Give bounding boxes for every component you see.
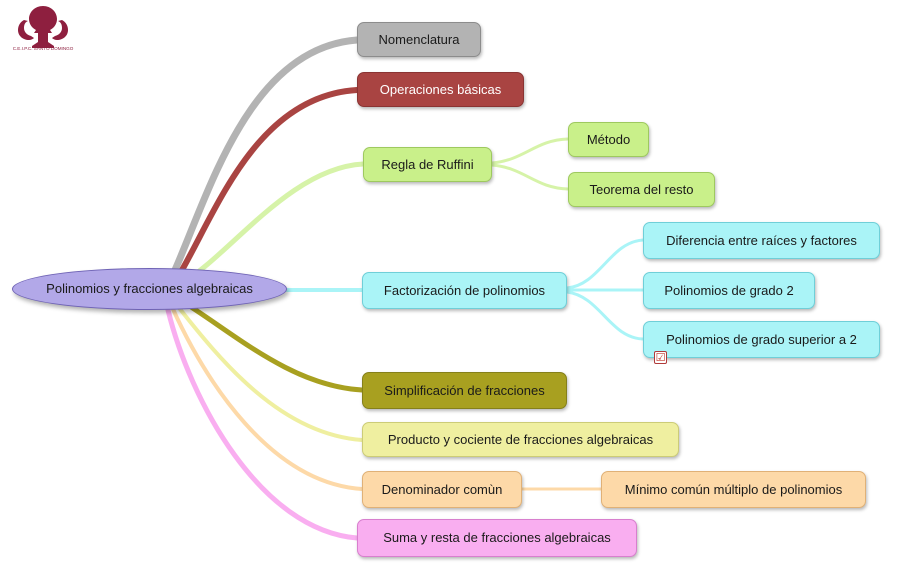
checkbox-glyph: ☑ (655, 351, 666, 364)
node-diferencia-entre-raices-y-factores[interactable] (643, 222, 880, 259)
school-crest-logo (0, 0, 86, 54)
node-polinomios-de-grado-superior-a-2[interactable] (643, 321, 880, 358)
node-label: Mínimo común múltiplo de polinomios (624, 481, 843, 497)
mindmap-root-label: Polinomios y fracciones algebraicas (46, 281, 253, 297)
node-label: Denominador comùn (381, 481, 503, 497)
node-label: Regla de Ruffini (381, 156, 474, 172)
node-factorizacion-de-polinomios[interactable] (362, 272, 567, 309)
connector-operaciones-basicas (178, 90, 357, 277)
node-suma-y-resta-de-fracciones-algebraicas[interactable] (357, 519, 637, 557)
connector-polinomios-grado-superior (567, 292, 643, 339)
node-metodo[interactable] (568, 122, 649, 157)
node-label: Factorización de polinomios (383, 282, 546, 298)
logo-caption: C.E.I.P.C. SANTO DOMINGO (12, 46, 74, 51)
checked-checkbox[interactable] (654, 351, 667, 364)
node-label: Nomenclatura (378, 31, 460, 47)
node-operaciones-basicas[interactable] (357, 72, 524, 107)
node-label: Método (586, 131, 631, 147)
node-label: Diferencia entre raíces y factores (666, 232, 857, 248)
node-label: Producto y cociente de fracciones algebraicas (387, 431, 654, 447)
node-producto-y-cociente-de-fracciones-algebraicas[interactable] (362, 422, 679, 457)
node-denominador-comun[interactable] (362, 471, 522, 508)
connector-suma-resta (168, 310, 357, 538)
connector-teorema-del-resto (492, 165, 568, 189)
node-regla-de-ruffini[interactable] (363, 147, 492, 182)
connector-metodo (492, 139, 568, 163)
node-simplificacion-de-fracciones[interactable] (362, 372, 567, 409)
node-label: Operaciones básicas (379, 81, 502, 97)
node-polinomios-de-grado-2[interactable] (643, 272, 815, 309)
connector-diferencia-raices (567, 240, 643, 288)
node-teorema-del-resto[interactable] (568, 172, 715, 207)
node-nomenclatura[interactable] (357, 22, 481, 57)
node-label: Teorema del resto (589, 181, 694, 197)
mindmap-root-node[interactable] (12, 268, 287, 310)
node-label: Polinomios de grado 2 (664, 282, 794, 298)
node-label: Polinomios de grado superior a 2 (666, 331, 857, 347)
connector-producto-cociente (176, 304, 362, 440)
node-label: Suma y resta de fracciones algebraicas (383, 530, 611, 546)
node-minimo-comun-multiplo-de-polinomios[interactable] (601, 471, 866, 508)
node-label: Simplificación de fracciones (384, 382, 545, 398)
